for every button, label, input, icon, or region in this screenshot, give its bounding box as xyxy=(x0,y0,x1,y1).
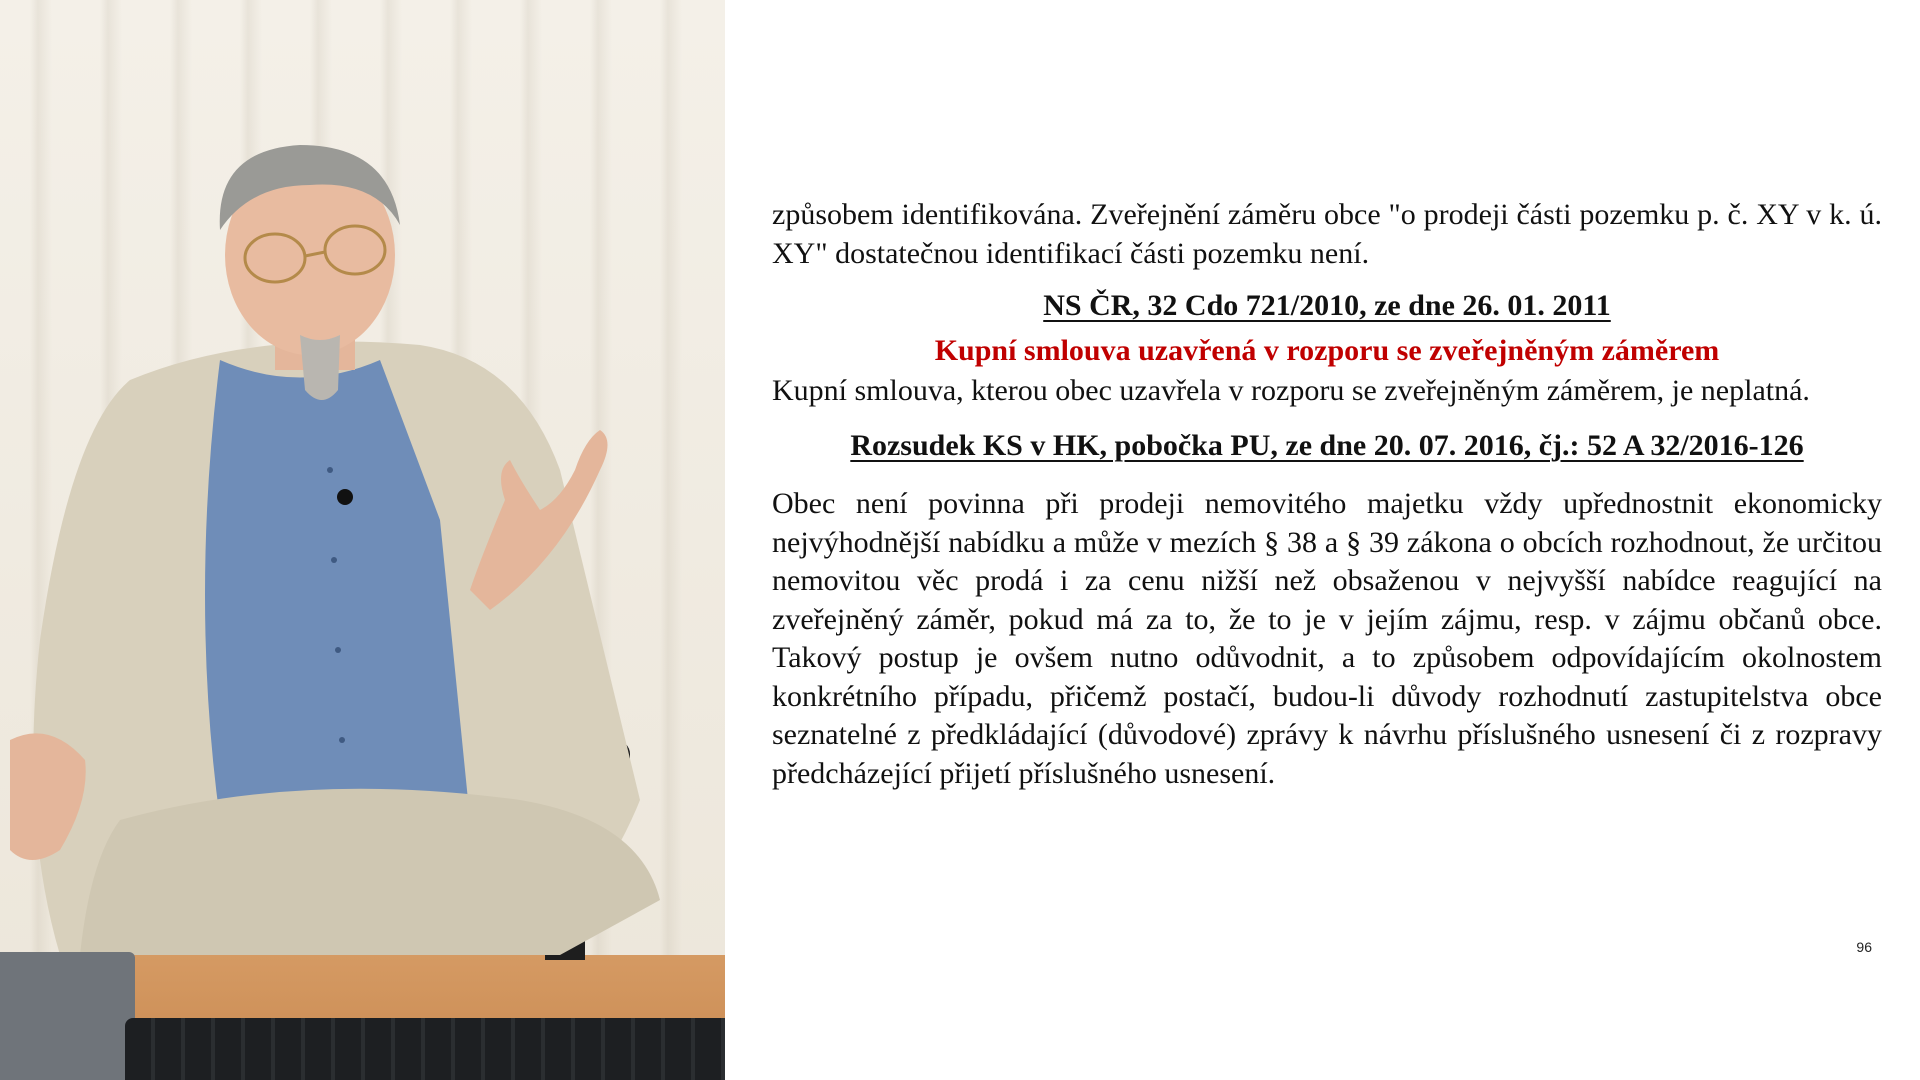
slide-paragraph-1: způsobem identifikována. Zveřejnění záměru obce "o prodeji části pozemku p. č. XY v k. ú. XY" dostatečnou identifikací části pozemku není. xyxy=(772,198,1882,270)
slide-paragraph-3: Obec není povinna při prodeji nemovitého majetku vždy upřednostnit ekonomicky nejvýhodnější nabídku a může v mezích § 38 a § 39 zákona o obcích rozhodnout, že určitou nemovitou věc prodá i za cenu nižší než obsaženou v nejvyšší nabídce reagující na zveřejněný záměr, pokud má za to, že to je v jejím zájmu, resp. v zájmu občanů obce. Takový postup je ovšem nutno odůvodnit, a to způsobem odpovídajícím okolnostem konkrétního případu, přičemž postačí, budou-li důvody rozhodnutí zastupitelstva obce seznatelné z předkládající (důvodové) zprávy k návrhu příslušného usnesení či z rozpravy předcházející přijetí příslušného usnesení. xyxy=(772,487,1882,790)
speaker-illustration xyxy=(0,0,725,1080)
slide-paragraph-2: Kupní smlouva, kterou obec uzavřela v rozporu se zveřejněným záměrem, je neplatná. xyxy=(772,374,1810,407)
case-heading-2: Rozsudek KS v HK, pobočka PU, ze dne 20. 07. 2016, čj.: 52 A 32/2016-126 xyxy=(850,428,1804,462)
keyboard xyxy=(125,1018,725,1080)
case-heading-1: NS ČR, 32 Cdo 721/2010, ze dne 26. 01. 2011 xyxy=(1043,289,1611,322)
case-subheading-1: Kupní smlouva uzavřená v rozporu se zveřejněným záměrem xyxy=(934,333,1720,367)
presentation-slide xyxy=(725,0,1920,1080)
page-number: 96 xyxy=(1856,939,1872,955)
tablet xyxy=(0,952,135,1080)
slide-content xyxy=(772,196,1882,793)
speaker-video xyxy=(0,0,725,1080)
